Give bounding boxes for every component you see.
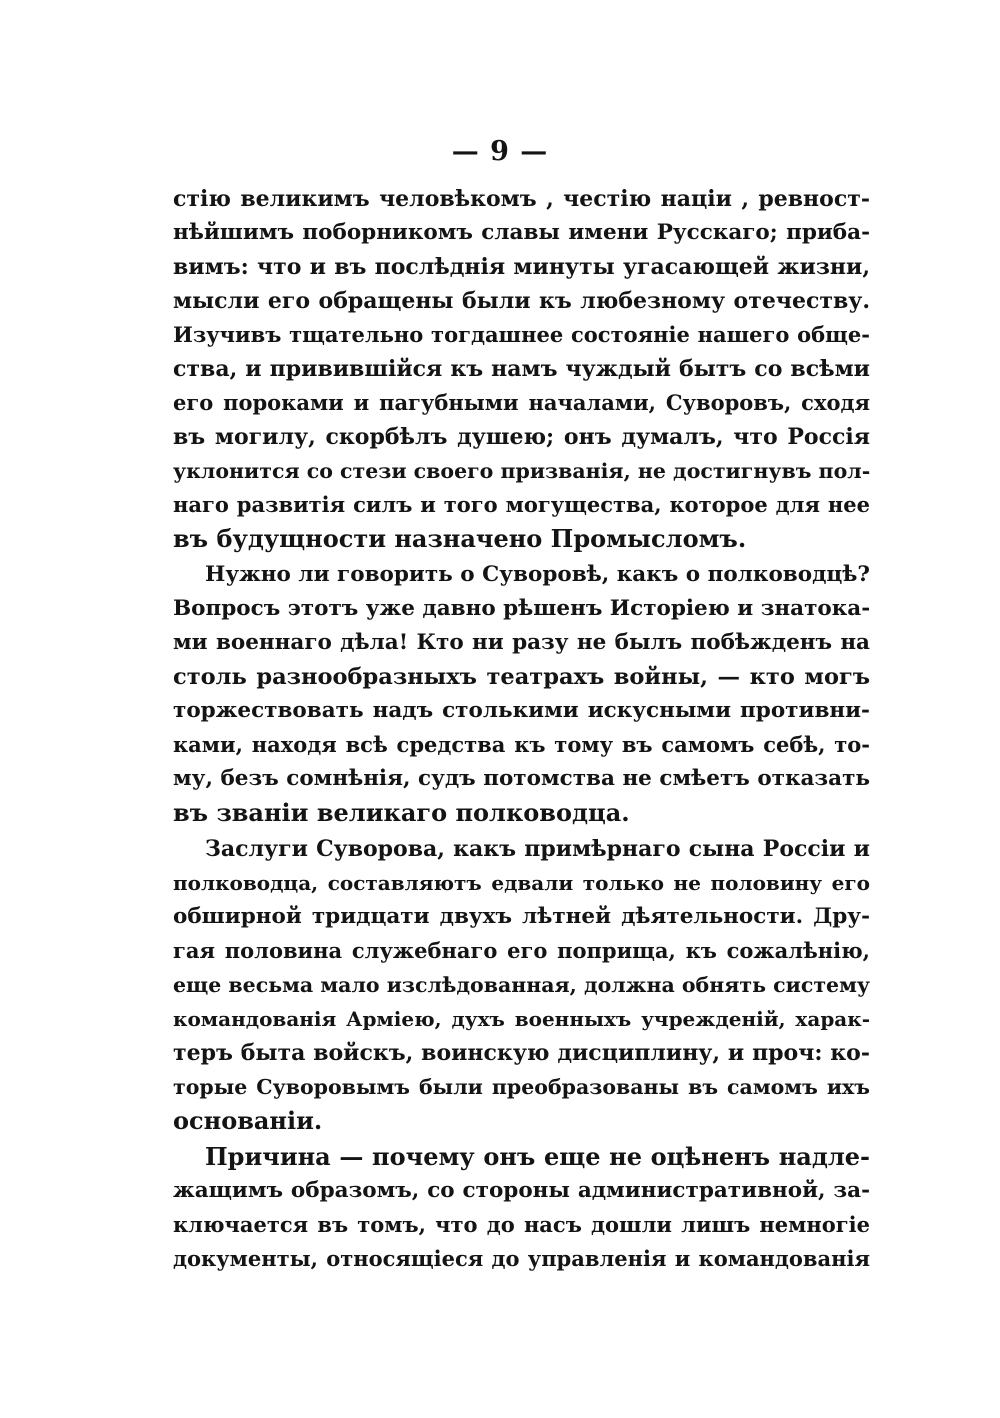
- text-line: стію великимъ человѣкомъ , честію націи , ревност-: [173, 186, 870, 212]
- page-number: — 9 —: [451, 136, 549, 167]
- text-line: наго развитія силъ и того могущества, которое для нее: [173, 492, 870, 517]
- text-line: му, безъ сомнѣнія, судъ потомства не смѣетъ отказать: [173, 766, 870, 791]
- text-line: въ званіи великаго полководца.: [173, 798, 630, 827]
- text-line: уклонится со стези своего призванія, не достигнувъ пол-: [173, 459, 870, 483]
- text-line: въ будущности назначено Промысломъ.: [173, 524, 747, 553]
- text-line: жащимъ образомъ, со стороны административной, за-: [173, 1178, 870, 1203]
- text-line: основаніи.: [173, 1106, 323, 1135]
- text-line: ключается въ томъ, что до насъ дошли лишъ немногіе: [173, 1212, 870, 1237]
- text-line: нѣйшимъ поборникомъ славы имени Русскаго; прибa-: [173, 220, 870, 245]
- paragraph-3: [173, 832, 870, 1138]
- text-line: Заслуги Суворова, какъ примѣрнаго сына Россіи и: [205, 836, 870, 862]
- text-line: Вопросъ этотъ уже давно рѣшенъ Исторіею и знатока-: [173, 596, 870, 621]
- text-line: еще весьма мало изслѣдованная, должна обнять систему: [173, 973, 870, 997]
- paragraph-1: [173, 182, 870, 556]
- text-line: ми военнаго дѣла! Кто ни разу не былъ побѣжденъ на: [173, 630, 870, 655]
- text-line: торые Суворовымъ были преобразованы въ самомъ ихъ: [173, 1075, 870, 1099]
- text-line: Изучивъ тщательно тогдашнее состояніе нашего обще-: [173, 322, 870, 347]
- text-line: Причина — почему онъ еще не оцѣненъ надле-: [205, 1142, 870, 1171]
- text-line: полководца, составляютъ едвали только не половину его: [173, 871, 870, 895]
- text-line: его пороками и пагубными началами, Суворовъ, сходя: [173, 390, 870, 415]
- text-line: мысли его обращены были къ любезному отечеству.: [173, 288, 870, 314]
- paragraph-2: [173, 558, 870, 830]
- paragraph-4: [173, 1140, 870, 1276]
- text-line: теръ быта войскъ, воинскую дисциплину, и проч: ко-: [173, 1040, 870, 1066]
- text-line: столь разнообразныхъ театрахъ войны, — кто могъ: [173, 664, 870, 690]
- text-line: обширной тридцати двухъ лѣтней дѣятельности. Дру-: [173, 904, 870, 929]
- text-line: гая половина служебнаго его поприща, къ сожалѣнію,: [173, 938, 870, 963]
- text-line: документы, относящіеся до управленія и командованія: [173, 1246, 870, 1271]
- text-line: ками, находя всѣ средства къ тому въ самомъ себѣ, то-: [173, 732, 870, 757]
- text-line: командованія Арміею, духъ военныхъ учрежденій, харак-: [173, 1007, 870, 1031]
- text-line: въ могилу, скорбѣлъ душею; онъ думалъ, что Россія: [173, 424, 870, 450]
- text-line: ства, и привившійся къ намъ чуждый бытъ со всѣми: [173, 356, 870, 382]
- text-line: вимъ: что и въ послѣднія минуты угасающей жизни,: [173, 254, 870, 280]
- text-line: торжествовать надъ столькими искусными противни-: [173, 698, 870, 723]
- body-text: [173, 182, 870, 1276]
- text-line: Нужно ли говорить о Суворовѣ, какъ о полководцѣ?: [205, 562, 870, 587]
